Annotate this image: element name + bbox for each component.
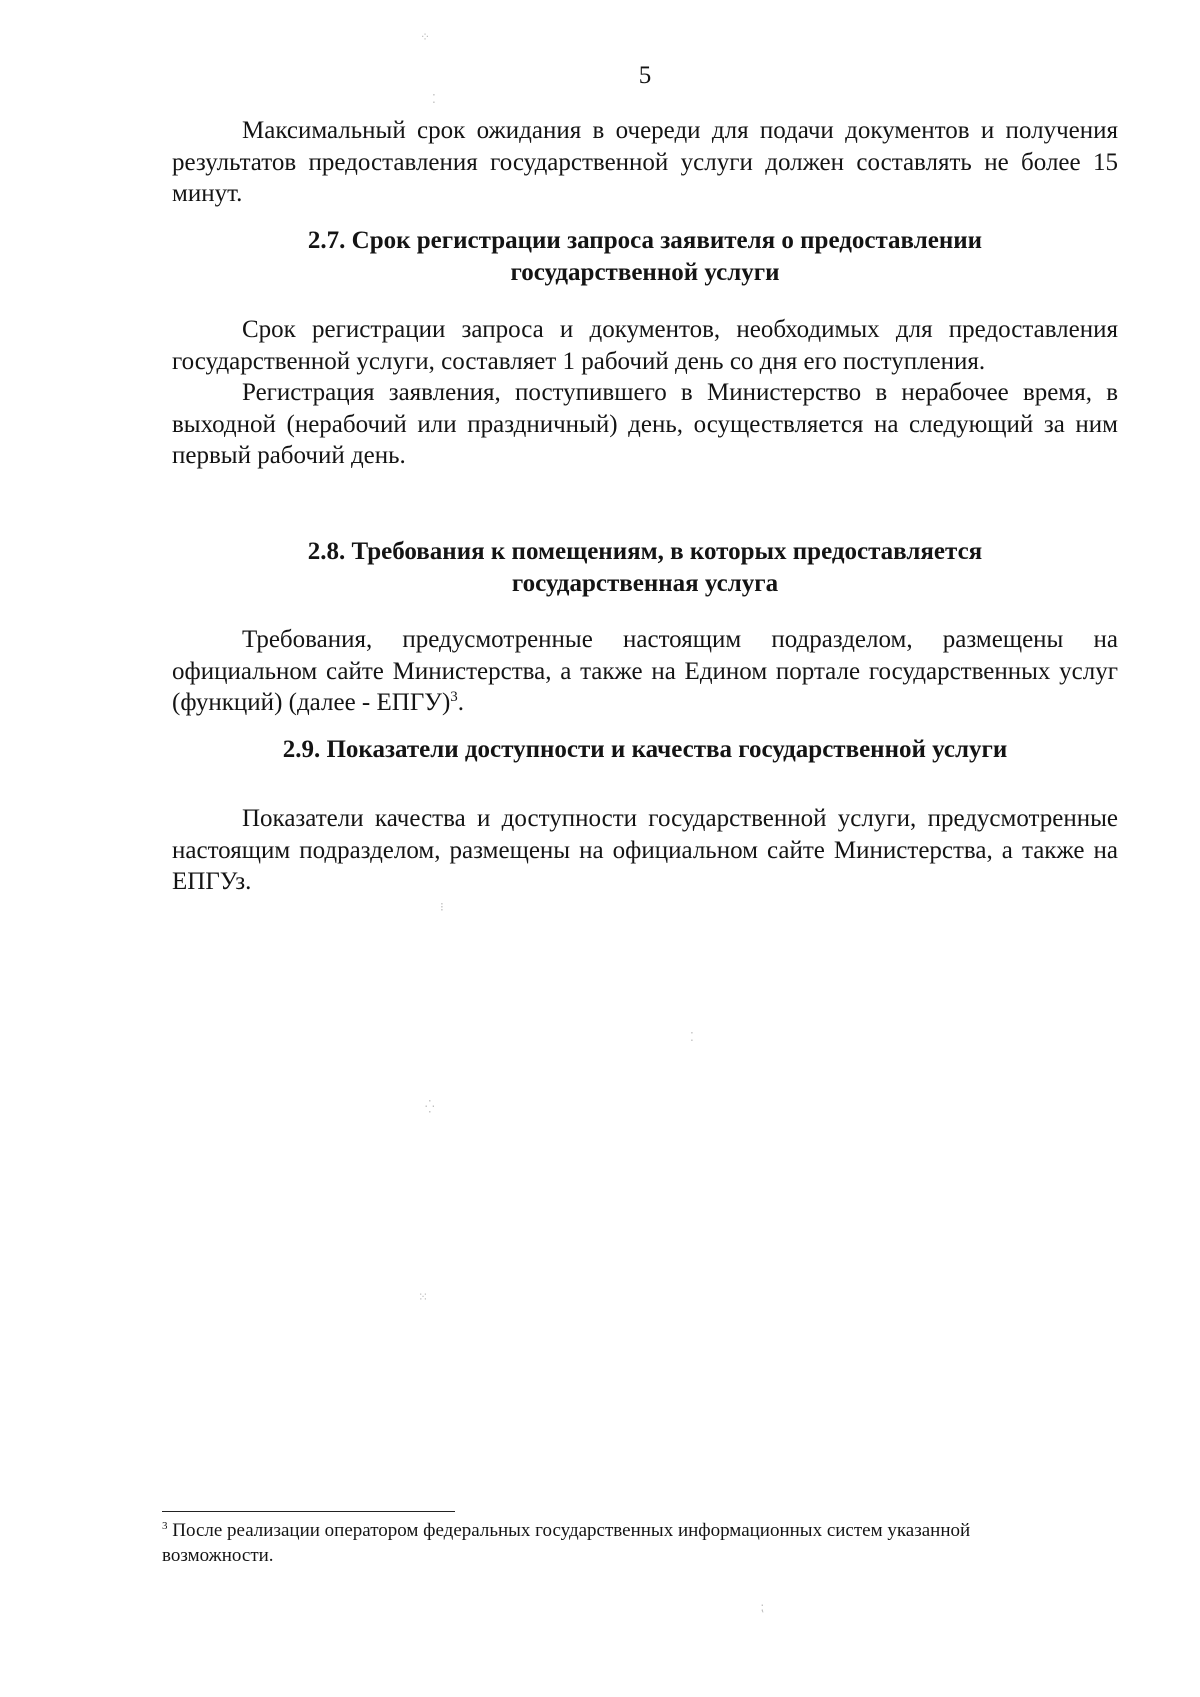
footnote-text: После реализации оператором федеральных государственных информационных систем указанной возможности. <box>162 1520 971 1566</box>
section-2-7-paragraph-2: Регистрация заявления, поступившего в Министерство в нерабочее время, в выходной (нерабочий или праздничный) день, осуществляется на следующий за ним первый рабочий день. <box>172 379 1118 469</box>
footnote-separator <box>162 1511 455 1512</box>
section-2-7-body <box>172 314 1118 472</box>
section-2-7-heading-line2: государственной услуги <box>510 258 780 286</box>
section-2-9-body <box>172 803 1118 898</box>
section-2-9-heading: 2.9. Показатели доступности и качества государственной услуги <box>282 736 1008 763</box>
section-2-7-heading-line1: 2.7. Срок регистрации запроса заявителя о предоставлении <box>307 227 983 254</box>
section-2-7-heading <box>160 225 1130 288</box>
section-2-8-body <box>172 624 1118 719</box>
section-2-8-paragraph-text: Требования, предусмотренные настоящим подразделом, размещены на официальном сайте Министерства, а также на Едином портале государственных услуг (функций) (далее - ЕПГУ) <box>172 626 1118 716</box>
scan-speck: ⁏ <box>760 1600 765 1614</box>
scan-speck: ⁛ <box>425 1100 435 1114</box>
section-2-8-heading-line1: 2.8. Требования к помещениям, в которых предоставляется <box>307 538 983 565</box>
page-number: 5 <box>638 62 652 89</box>
scan-speck: ⁙ <box>418 1290 429 1304</box>
section-2-8-heading-line2: государственная услуга <box>511 569 779 597</box>
section-2-8-paragraph-end: . <box>457 689 465 716</box>
intro-paragraph: Максимальный срок ожидания в очереди для подачи документов и получения результатов предоставления государственной услуги должен составлять не более 15 минут. <box>172 117 1118 207</box>
scan-speck: ⁚ <box>432 92 436 106</box>
section-2-9-paragraph: Показатели качества и доступности государственной услуги, предусмотренные настоящим подразделом, размещены на официальном сайте Министерства, а также на ЕПГУз. <box>172 805 1118 895</box>
footnote-marker: 3 <box>162 1520 168 1532</box>
scan-speck: ⁝ <box>440 900 444 914</box>
section-2-7-paragraph-1: Срок регистрации запроса и документов, необходимых для предоставления государственной услуги, составляет 1 рабочий день со дня его поступления. <box>172 316 1118 375</box>
scan-speck: ⁚ <box>690 1030 694 1044</box>
footnote-reference: 3 <box>450 689 458 705</box>
footnote <box>162 1518 1062 1568</box>
intro-block <box>172 115 1118 210</box>
scan-speck: ⁘ <box>420 30 431 44</box>
section-2-8-heading <box>160 536 1130 599</box>
section-2-8-paragraph <box>172 624 1118 719</box>
